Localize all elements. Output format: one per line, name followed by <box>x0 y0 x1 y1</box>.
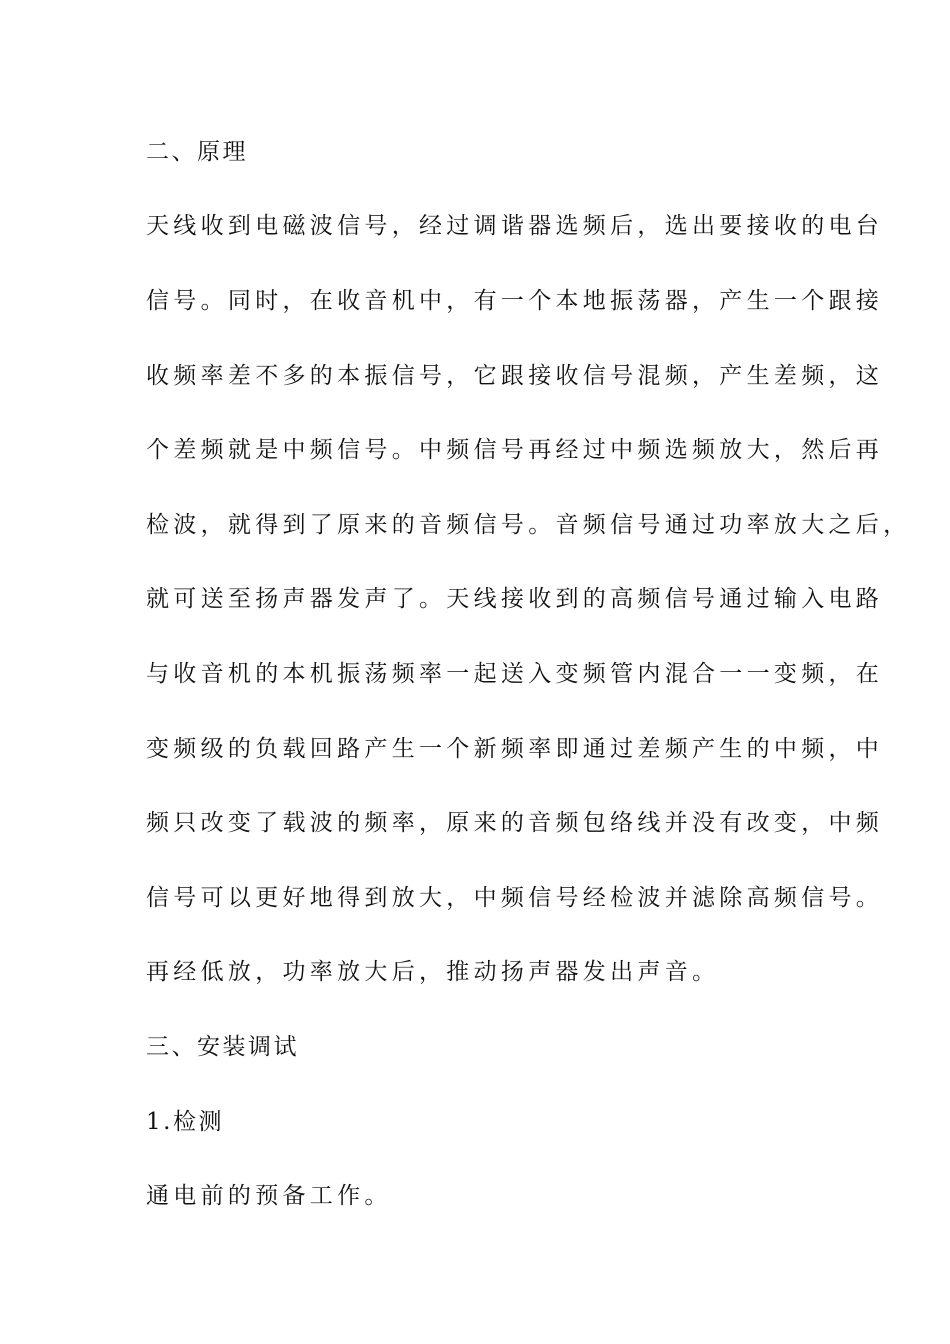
subsection-heading-detection: 1.检测 <box>146 1109 224 1135</box>
paragraph-line: 频只改变了载波的频率，原来的音频包络线并没有改变，中频 <box>146 810 884 836</box>
paragraph-line: 与收音机的本机振荡频率一起送入变频管内混合一一变频，在 <box>146 661 884 687</box>
paragraph-line: 天线收到电磁波信号，经过调谐器选频后，选出要接收的电台 <box>146 213 884 239</box>
paragraph-line: 信号可以更好地得到放大，中频信号经检波并滤除高频信号。 <box>146 885 884 911</box>
paragraph-line: 检波，就得到了原来的音频信号。音频信号通过功率放大之后， <box>146 512 911 538</box>
paragraph-line: 再经低放，功率放大后，推动扬声器发出声音。 <box>146 959 720 985</box>
section-heading-principle: 二、原理 <box>146 139 248 165</box>
paragraph-line: 信号。同时，在收音机中，有一个本地振荡器，产生一个跟接 <box>146 288 884 314</box>
paragraph-line: 变频级的负载回路产生一个新频率即通过差频产生的中频，中 <box>146 736 884 762</box>
paragraph-line: 就可送至扬声器发声了。天线接收到的高频信号通过输入电路 <box>146 586 884 612</box>
section-heading-installation: 三、安装调试 <box>146 1034 299 1060</box>
paragraph-line: 个差频就是中频信号。中频信号再经过中频选频放大，然后再 <box>146 437 884 463</box>
paragraph-line: 收频率差不多的本振信号，它跟接收信号混频，产生差频，这 <box>146 363 884 389</box>
paragraph-line: 通电前的预备工作。 <box>146 1183 392 1209</box>
